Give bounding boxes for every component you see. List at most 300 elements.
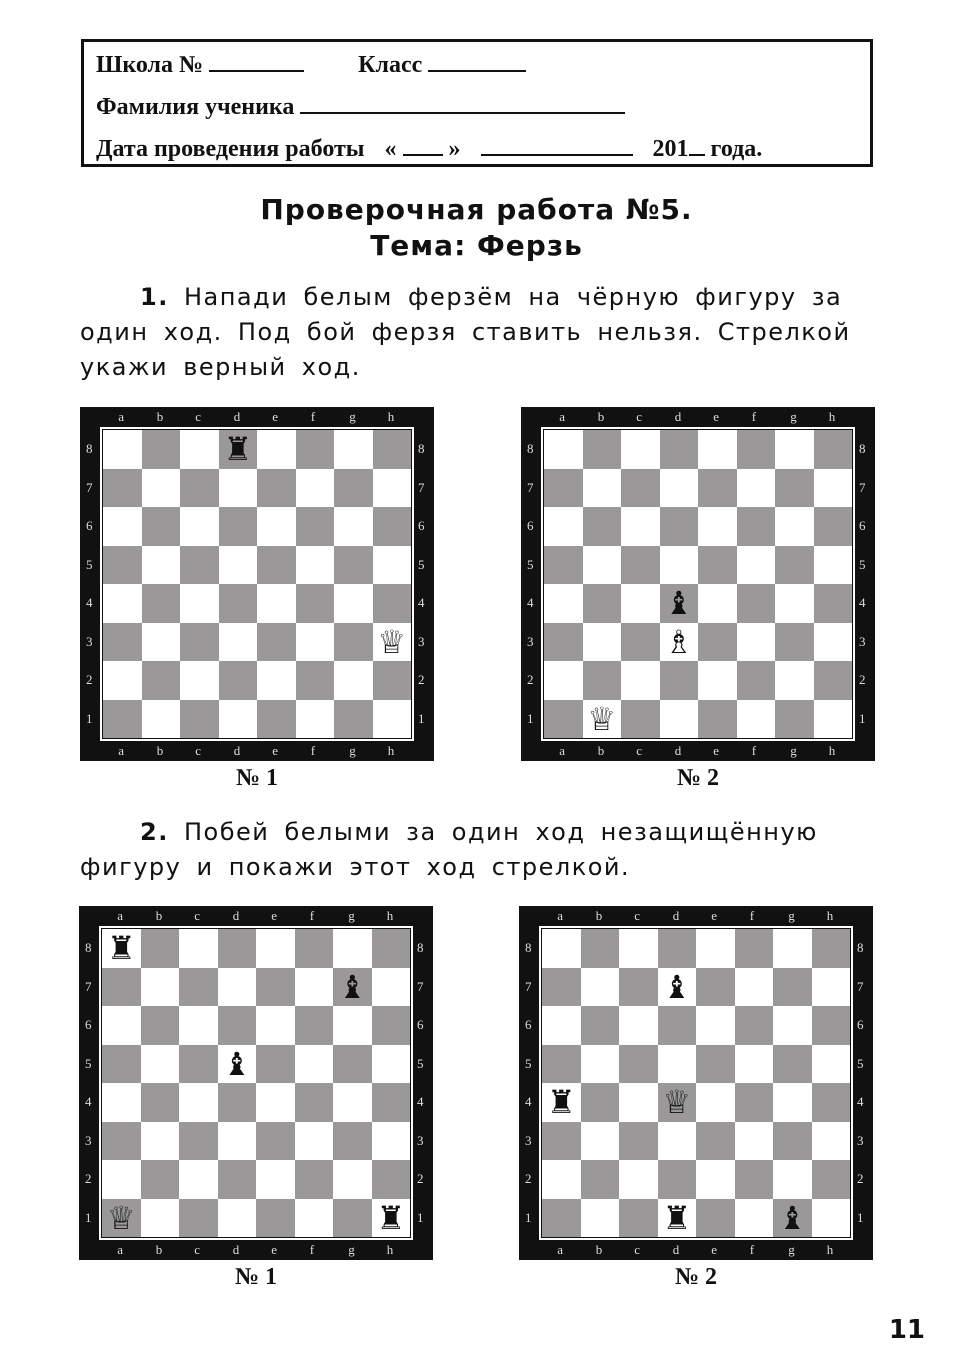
square-f6[interactable] [737, 507, 776, 546]
square-a3[interactable] [542, 1122, 581, 1161]
square-f8[interactable] [296, 430, 335, 469]
square-c5[interactable] [180, 546, 219, 585]
square-e3[interactable] [698, 623, 737, 662]
square-h2[interactable] [373, 661, 412, 700]
square-h8[interactable] [812, 929, 851, 968]
square-c8[interactable] [180, 430, 219, 469]
square-d2[interactable] [218, 1160, 257, 1199]
square-f6[interactable] [295, 1006, 334, 1045]
square-a2[interactable] [103, 661, 142, 700]
square-a1[interactable] [542, 1199, 581, 1238]
square-b5[interactable] [142, 546, 181, 585]
square-d8[interactable] [660, 430, 699, 469]
chess-piece-a1[interactable]: ♕ [106, 1198, 136, 1237]
square-g7[interactable] [334, 469, 373, 508]
square-d2[interactable] [658, 1160, 697, 1199]
square-f2[interactable] [295, 1160, 334, 1199]
square-f4[interactable] [737, 584, 776, 623]
square-g8[interactable] [775, 430, 814, 469]
square-d6[interactable] [660, 507, 699, 546]
square-h6[interactable] [812, 1006, 851, 1045]
square-f3[interactable] [295, 1122, 334, 1161]
square-f1[interactable] [737, 700, 776, 739]
square-f7[interactable] [735, 968, 774, 1007]
school-blank[interactable] [209, 52, 304, 72]
square-h8[interactable] [372, 929, 411, 968]
square-e2[interactable] [256, 1160, 295, 1199]
square-a1[interactable] [102, 1199, 141, 1238]
square-b7[interactable] [141, 968, 180, 1007]
square-a7[interactable] [102, 968, 141, 1007]
square-c5[interactable] [619, 1045, 658, 1084]
square-f5[interactable] [296, 546, 335, 585]
square-h5[interactable] [812, 1045, 851, 1084]
square-h1[interactable] [373, 700, 412, 739]
square-d5[interactable] [658, 1045, 697, 1084]
square-b1[interactable] [581, 1199, 620, 1238]
square-g1[interactable] [775, 700, 814, 739]
chess-piece-a8[interactable]: ♜ [106, 929, 136, 968]
file-label: f [749, 1242, 755, 1257]
chess-piece-g1[interactable]: ♝ [777, 1198, 807, 1237]
square-g7[interactable] [773, 968, 812, 1007]
square-c4[interactable] [621, 584, 660, 623]
square-h2[interactable] [814, 661, 853, 700]
square-d4[interactable] [660, 584, 699, 623]
square-f5[interactable] [295, 1045, 334, 1084]
square-h4[interactable] [812, 1083, 851, 1122]
square-f5[interactable] [737, 546, 776, 585]
square-d6[interactable] [219, 507, 258, 546]
square-d7[interactable] [660, 469, 699, 508]
square-d8[interactable] [218, 929, 257, 968]
square-b1[interactable] [583, 700, 622, 739]
square-e4[interactable] [696, 1083, 735, 1122]
square-c3[interactable] [621, 623, 660, 662]
square-b3[interactable] [142, 623, 181, 662]
square-g3[interactable] [775, 623, 814, 662]
square-g8[interactable] [773, 929, 812, 968]
square-h2[interactable] [812, 1160, 851, 1199]
square-b5[interactable] [141, 1045, 180, 1084]
chess-piece-d4[interactable]: ♝ [664, 584, 694, 623]
square-a2[interactable] [544, 661, 583, 700]
square-g1[interactable] [773, 1199, 812, 1238]
square-e1[interactable] [696, 1199, 735, 1238]
square-h5[interactable] [372, 1045, 411, 1084]
square-c7[interactable] [180, 469, 219, 508]
square-b5[interactable] [583, 546, 622, 585]
chess-piece-b1[interactable]: ♕ [587, 699, 617, 738]
square-d1[interactable] [660, 700, 699, 739]
square-b7[interactable] [583, 469, 622, 508]
file-label: h [826, 908, 834, 923]
square-f5[interactable] [735, 1045, 774, 1084]
square-a5[interactable] [542, 1045, 581, 1084]
square-e1[interactable] [257, 700, 296, 739]
square-g4[interactable] [775, 584, 814, 623]
square-f3[interactable] [735, 1122, 774, 1161]
square-g6[interactable] [333, 1006, 372, 1045]
square-b2[interactable] [141, 1160, 180, 1199]
square-c2[interactable] [619, 1160, 658, 1199]
square-f3[interactable] [737, 623, 776, 662]
square-c4[interactable] [179, 1083, 218, 1122]
square-a7[interactable] [103, 469, 142, 508]
date-line [96, 136, 762, 163]
square-a3[interactable] [103, 623, 142, 662]
square-g5[interactable] [775, 546, 814, 585]
square-d6[interactable] [658, 1006, 697, 1045]
square-c6[interactable] [621, 507, 660, 546]
chess-piece-h1[interactable]: ♜ [376, 1198, 406, 1237]
square-d3[interactable] [660, 623, 699, 662]
square-b3[interactable] [141, 1122, 180, 1161]
square-b7[interactable] [581, 968, 620, 1007]
square-c2[interactable] [621, 661, 660, 700]
square-b3[interactable] [581, 1122, 620, 1161]
square-h1[interactable] [812, 1199, 851, 1238]
square-a6[interactable] [544, 507, 583, 546]
square-e2[interactable] [698, 661, 737, 700]
square-f1[interactable] [296, 700, 335, 739]
rank-label: 8 [525, 940, 532, 956]
square-c2[interactable] [179, 1160, 218, 1199]
square-g5[interactable] [334, 546, 373, 585]
square-e3[interactable] [696, 1122, 735, 1161]
chess-piece-d3[interactable]: ♗ [664, 622, 694, 661]
square-a7[interactable] [544, 469, 583, 508]
square-c1[interactable] [179, 1199, 218, 1238]
square-d7[interactable] [658, 968, 697, 1007]
file-label: e [713, 409, 720, 424]
task2 [80, 815, 870, 885]
square-b1[interactable] [142, 700, 181, 739]
chess-piece-d8[interactable]: ♜ [223, 430, 253, 469]
square-e6[interactable] [698, 507, 737, 546]
square-g6[interactable] [334, 507, 373, 546]
chess-piece-h3[interactable]: ♕ [377, 622, 407, 661]
square-a4[interactable] [544, 584, 583, 623]
square-e6[interactable] [696, 1006, 735, 1045]
square-a2[interactable] [102, 1160, 141, 1199]
square-e8[interactable] [256, 929, 295, 968]
square-e3[interactable] [256, 1122, 295, 1161]
square-f8[interactable] [735, 929, 774, 968]
square-g8[interactable] [334, 430, 373, 469]
square-a1[interactable] [544, 700, 583, 739]
square-b1[interactable] [141, 1199, 180, 1238]
chess-piece-d7[interactable]: ♝ [662, 967, 692, 1006]
square-f6[interactable] [296, 507, 335, 546]
square-b8[interactable] [142, 430, 181, 469]
square-d1[interactable] [219, 700, 258, 739]
square-e5[interactable] [256, 1045, 295, 1084]
day-blank[interactable] [403, 136, 443, 156]
square-b2[interactable] [581, 1160, 620, 1199]
square-b2[interactable] [142, 661, 181, 700]
square-d5[interactable] [660, 546, 699, 585]
square-c7[interactable] [179, 968, 218, 1007]
year-blank[interactable] [689, 136, 705, 156]
chess-piece-d5[interactable]: ♝ [222, 1044, 252, 1083]
square-c3[interactable] [179, 1122, 218, 1161]
square-a1[interactable] [103, 700, 142, 739]
square-h7[interactable] [814, 469, 853, 508]
square-f8[interactable] [295, 929, 334, 968]
square-g1[interactable] [334, 700, 373, 739]
square-b6[interactable] [141, 1006, 180, 1045]
square-f8[interactable] [737, 430, 776, 469]
chess-piece-a4[interactable]: ♜ [546, 1083, 576, 1122]
file-label: g [348, 1242, 355, 1257]
page-title: Проверочная работа №5. [260, 193, 693, 226]
square-g6[interactable] [773, 1006, 812, 1045]
square-h3[interactable] [814, 623, 853, 662]
square-g7[interactable] [775, 469, 814, 508]
square-e6[interactable] [256, 1006, 295, 1045]
square-b4[interactable] [581, 1083, 620, 1122]
square-h6[interactable] [372, 1006, 411, 1045]
square-g7[interactable] [333, 968, 372, 1007]
square-c8[interactable] [619, 929, 658, 968]
square-e2[interactable] [257, 661, 296, 700]
square-c7[interactable] [619, 968, 658, 1007]
square-g4[interactable] [333, 1083, 372, 1122]
square-e5[interactable] [696, 1045, 735, 1084]
square-d6[interactable] [218, 1006, 257, 1045]
square-a2[interactable] [542, 1160, 581, 1199]
rank-label: 5 [527, 556, 534, 572]
file-label: d [674, 409, 682, 424]
square-b8[interactable] [141, 929, 180, 968]
square-c1[interactable] [621, 700, 660, 739]
square-c5[interactable] [179, 1045, 218, 1084]
square-f7[interactable] [295, 968, 334, 1007]
rank-label: 7 [857, 978, 864, 994]
rank-label: 2 [525, 1171, 532, 1187]
square-h7[interactable] [372, 968, 411, 1007]
square-g2[interactable] [334, 661, 373, 700]
square-f4[interactable] [735, 1083, 774, 1122]
square-d5[interactable] [219, 546, 258, 585]
square-f4[interactable] [296, 584, 335, 623]
square-h4[interactable] [372, 1083, 411, 1122]
square-c3[interactable] [180, 623, 219, 662]
square-c6[interactable] [179, 1006, 218, 1045]
square-g2[interactable] [773, 1160, 812, 1199]
square-h3[interactable] [812, 1122, 851, 1161]
square-h7[interactable] [812, 968, 851, 1007]
square-d3[interactable] [218, 1122, 257, 1161]
square-d2[interactable] [660, 661, 699, 700]
square-b2[interactable] [583, 661, 622, 700]
square-f2[interactable] [737, 661, 776, 700]
square-h1[interactable] [372, 1199, 411, 1238]
square-g3[interactable] [773, 1122, 812, 1161]
square-a8[interactable] [103, 430, 142, 469]
square-e8[interactable] [698, 430, 737, 469]
square-a6[interactable] [103, 507, 142, 546]
file-label: a [557, 908, 564, 923]
square-d1[interactable] [658, 1199, 697, 1238]
square-b4[interactable] [583, 584, 622, 623]
file-label: c [634, 1242, 641, 1257]
square-a6[interactable] [102, 1006, 141, 1045]
square-b8[interactable] [583, 430, 622, 469]
rank-label: 4 [525, 1094, 532, 1110]
file-label: b [595, 1242, 603, 1257]
square-b6[interactable] [583, 507, 622, 546]
square-b4[interactable] [142, 584, 181, 623]
square-a5[interactable] [102, 1045, 141, 1084]
square-h4[interactable] [373, 584, 412, 623]
chess-piece-d1[interactable]: ♜ [662, 1198, 692, 1237]
square-f3[interactable] [296, 623, 335, 662]
square-f4[interactable] [295, 1083, 334, 1122]
square-g4[interactable] [334, 584, 373, 623]
square-c8[interactable] [179, 929, 218, 968]
square-b3[interactable] [583, 623, 622, 662]
square-d2[interactable] [219, 661, 258, 700]
square-e8[interactable] [257, 430, 296, 469]
month-blank[interactable] [481, 136, 633, 156]
square-f2[interactable] [735, 1160, 774, 1199]
square-g3[interactable] [334, 623, 373, 662]
square-b7[interactable] [142, 469, 181, 508]
square-h8[interactable] [373, 430, 412, 469]
square-d7[interactable] [219, 469, 258, 508]
square-d3[interactable] [658, 1122, 697, 1161]
square-h1[interactable] [814, 700, 853, 739]
square-a8[interactable] [544, 430, 583, 469]
square-c4[interactable] [180, 584, 219, 623]
square-g3[interactable] [333, 1122, 372, 1161]
square-e2[interactable] [696, 1160, 735, 1199]
square-e4[interactable] [698, 584, 737, 623]
square-g2[interactable] [333, 1160, 372, 1199]
square-c6[interactable] [619, 1006, 658, 1045]
chess-piece-d4[interactable]: ♕ [662, 1083, 692, 1122]
square-d4[interactable] [218, 1083, 257, 1122]
square-f2[interactable] [296, 661, 335, 700]
square-b4[interactable] [141, 1083, 180, 1122]
square-g8[interactable] [333, 929, 372, 968]
square-h6[interactable] [814, 507, 853, 546]
square-e5[interactable] [257, 546, 296, 585]
square-g4[interactable] [773, 1083, 812, 1122]
rank-label: 8 [418, 441, 425, 457]
square-c6[interactable] [180, 507, 219, 546]
file-label: b [155, 1242, 163, 1257]
square-c5[interactable] [621, 546, 660, 585]
file-label: h [387, 743, 395, 758]
square-e4[interactable] [256, 1083, 295, 1122]
square-h3[interactable] [372, 1122, 411, 1161]
square-d3[interactable] [219, 623, 258, 662]
square-c7[interactable] [621, 469, 660, 508]
square-d8[interactable] [219, 430, 258, 469]
square-h2[interactable] [372, 1160, 411, 1199]
square-e7[interactable] [256, 968, 295, 1007]
chess-piece-g7[interactable]: ♝ [337, 967, 367, 1006]
board-caption: № 1 [234, 1264, 278, 1290]
square-f1[interactable] [295, 1199, 334, 1238]
square-d4[interactable] [219, 584, 258, 623]
square-a5[interactable] [103, 546, 142, 585]
square-a4[interactable] [542, 1083, 581, 1122]
square-d5[interactable] [218, 1045, 257, 1084]
square-g6[interactable] [775, 507, 814, 546]
square-e1[interactable] [256, 1199, 295, 1238]
square-e1[interactable] [698, 700, 737, 739]
square-f1[interactable] [735, 1199, 774, 1238]
square-d1[interactable] [218, 1199, 257, 1238]
square-e4[interactable] [257, 584, 296, 623]
square-h6[interactable] [373, 507, 412, 546]
square-e8[interactable] [696, 929, 735, 968]
square-a7[interactable] [542, 968, 581, 1007]
square-h3[interactable] [373, 623, 412, 662]
square-c8[interactable] [621, 430, 660, 469]
square-a4[interactable] [102, 1083, 141, 1122]
square-b5[interactable] [581, 1045, 620, 1084]
square-f6[interactable] [735, 1006, 774, 1045]
square-e7[interactable] [698, 469, 737, 508]
square-c1[interactable] [180, 700, 219, 739]
square-c1[interactable] [619, 1199, 658, 1238]
square-b6[interactable] [581, 1006, 620, 1045]
square-f7[interactable] [737, 469, 776, 508]
square-a5[interactable] [544, 546, 583, 585]
square-h5[interactable] [814, 546, 853, 585]
square-b6[interactable] [142, 507, 181, 546]
square-h4[interactable] [814, 584, 853, 623]
square-h8[interactable] [814, 430, 853, 469]
square-a4[interactable] [103, 584, 142, 623]
class-blank[interactable] [428, 52, 526, 72]
square-b8[interactable] [581, 929, 620, 968]
square-h7[interactable] [373, 469, 412, 508]
square-c2[interactable] [180, 661, 219, 700]
file-label: e [271, 1242, 278, 1257]
square-a8[interactable] [542, 929, 581, 968]
square-d7[interactable] [218, 968, 257, 1007]
square-g5[interactable] [773, 1045, 812, 1084]
square-a8[interactable] [102, 929, 141, 968]
square-c4[interactable] [619, 1083, 658, 1122]
square-f7[interactable] [296, 469, 335, 508]
square-a6[interactable] [542, 1006, 581, 1045]
square-a3[interactable] [102, 1122, 141, 1161]
square-g1[interactable] [333, 1199, 372, 1238]
surname-blank[interactable] [300, 94, 625, 114]
square-d8[interactable] [658, 929, 697, 968]
square-d4[interactable] [658, 1083, 697, 1122]
square-g2[interactable] [775, 661, 814, 700]
square-e7[interactable] [696, 968, 735, 1007]
square-e7[interactable] [257, 469, 296, 508]
square-a3[interactable] [544, 623, 583, 662]
file-label: b [597, 409, 605, 424]
square-h5[interactable] [373, 546, 412, 585]
file-label: d [672, 1242, 680, 1257]
square-c3[interactable] [619, 1122, 658, 1161]
square-e6[interactable] [257, 507, 296, 546]
square-e3[interactable] [257, 623, 296, 662]
square-e5[interactable] [698, 546, 737, 585]
square-g5[interactable] [333, 1045, 372, 1084]
